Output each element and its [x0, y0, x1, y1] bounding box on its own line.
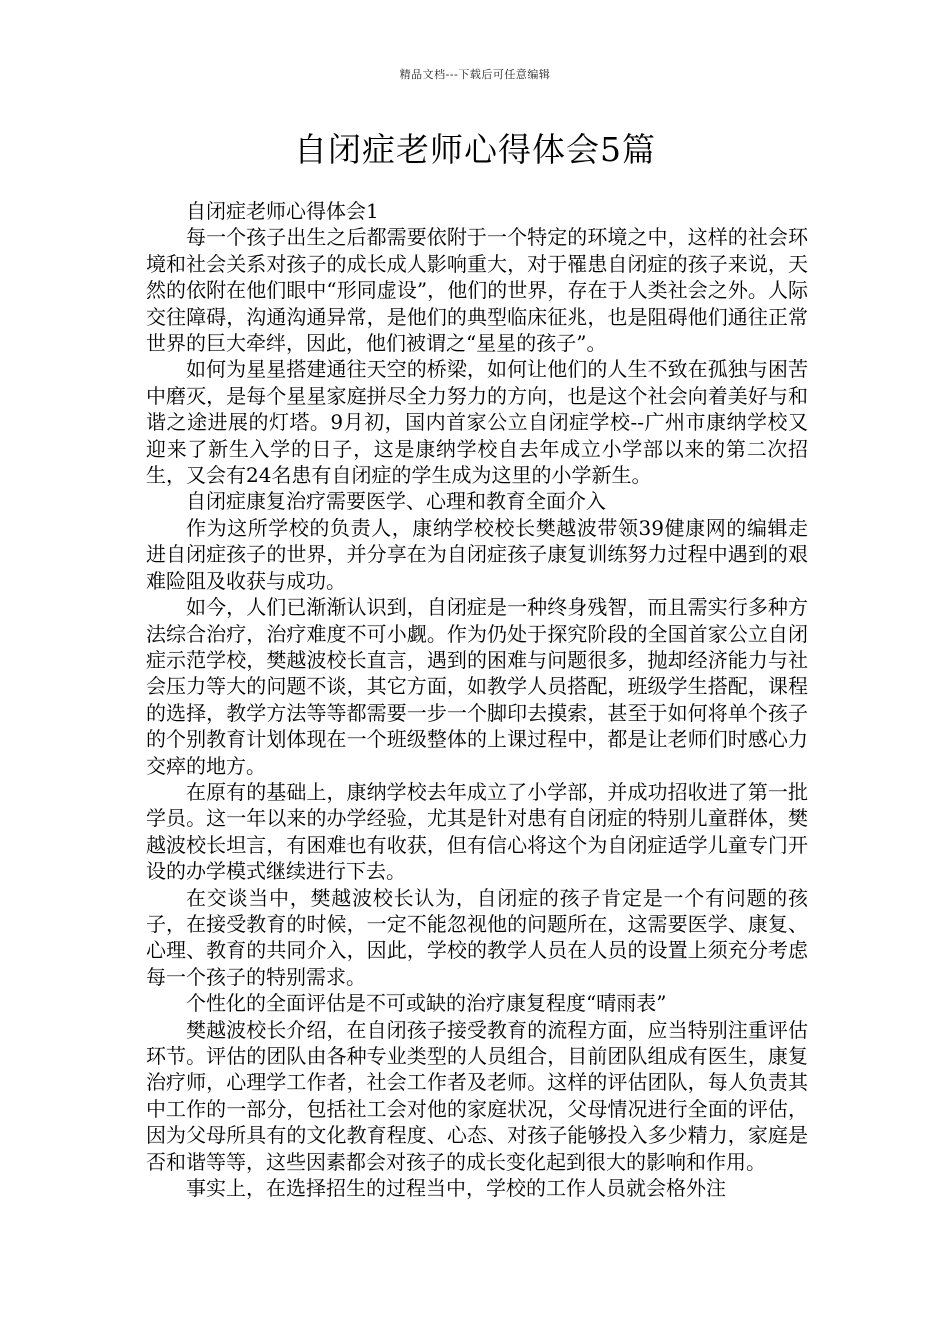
section-heading-1: 自闭症老师心得体会1 [186, 199, 379, 223]
paragraph: 在交谈当中，樊越波校长认为，自闭症的孩子肯定是一个有问题的孩子，在接受教育的时候，一定不能忽视他的问题所在，这需要医学、康复、心理、教育的共同介入，因此，学校的教学人员在人员的设置上须充分考虑每一个孩子的特别需求。 [146, 885, 808, 989]
paragraph: 事实上，在选择招生的过程当中，学校的工作人员就会格外注 [186, 1176, 726, 1201]
paragraph: 作为这所学校的负责人，康纳学校校长樊越波带领39健康网的编辑走进自闭症孩子的世界，并分享在为自闭症孩子康复训练努力过程中遇到的艰难险阻及收获与成功。 [146, 515, 808, 593]
document-title: 自闭症老师心得体会5篇 [294, 130, 656, 169]
subheading: 自闭症康复治疗需要医学、心理和教育全面介入 [186, 489, 606, 514]
paragraph: 如何为星星搭建通往天空的桥梁，如何让他们的人生不致在孤独与困苦中磨灭，是每个星星家庭拼尽全力努力的方向，也是这个社会向着美好与和谐之途进展的灯塔。9月初，国内首家公立自闭症学校--广州市康纳学校又迎来了新生入学的日子，这是康纳学校自去年成立小学部以来的第二次招生，又会有24名患有自闭症的学生成为这里的小学新生。 [146, 357, 808, 488]
paragraph: 在原有的基础上，康纳学校去年成立了小学部，并成功招收进了第一批学员。这一年以来的办学经验，尤其是针对患有自闭症的特别儿童群体，樊越波校长坦言，有困难也有收获，但有信心将这个为自闭症适学儿童专门开设的办学模式继续进行下去。 [146, 779, 808, 884]
header-note: 精品文档---下载后可任意编辑 [399, 68, 551, 81]
subheading: 个性化的全面评估是不可或缺的治疗康复程度“晴雨表” [186, 991, 667, 1016]
paragraph: 每一个孩子出生之后都需要依附于一个特定的环境之中，这样的社会环境和社会关系对孩子的成长成人影响重大，对于罹患自闭症的孩子来说，天然的依附在他们眼中“形同虚设”，他们的世界，存在于人类社会之外。人际交往障碍，沟通沟通异常，是他们的典型临床征兆，也是阻碍他们通往正常世界的巨大牵绊，因此，他们被谓之“星星的孩子”。 [146, 225, 808, 356]
document-body [146, 198, 808, 1201]
paragraph: 如今，人们已渐渐认识到，自闭症是一种终身残智，而且需实行多种方法综合治疗，治疗难度不可小觑。作为仍处于探究阶段的全国首家公立自闭症示范学校，樊越波校长直言，遇到的困难与问题很多，抛却经济能力与社会压力等大的问题不谈，其它方面，如教学人员搭配，班级学生搭配，课程的选择，教学方法等等都需要一步一个脚印去摸索，甚至于如何将单个孩子的个别教育计划体现在一个班级整体的上课过程中，都是让老师们时感心力交瘁的地方。 [146, 595, 808, 778]
paragraph: 樊越波校长介绍，在自闭孩子接受教育的流程方面，应当特别注重评估环节。评估的团队由各种专业类型的人员组合，目前团队组成有医生，康复治疗师，心理学工作者，社会工作者及老师。这样的评估团队，每人负责其中工作的一部分，包括社工会对他的家庭状况，父母情况进行全面的评估，因为父母所具有的文化教育程度、心态、对孩子能够投入多少精力，家庭是否和谐等等，这些因素都会对孩子的成长变化起到很大的影响和作用。 [146, 1017, 808, 1174]
